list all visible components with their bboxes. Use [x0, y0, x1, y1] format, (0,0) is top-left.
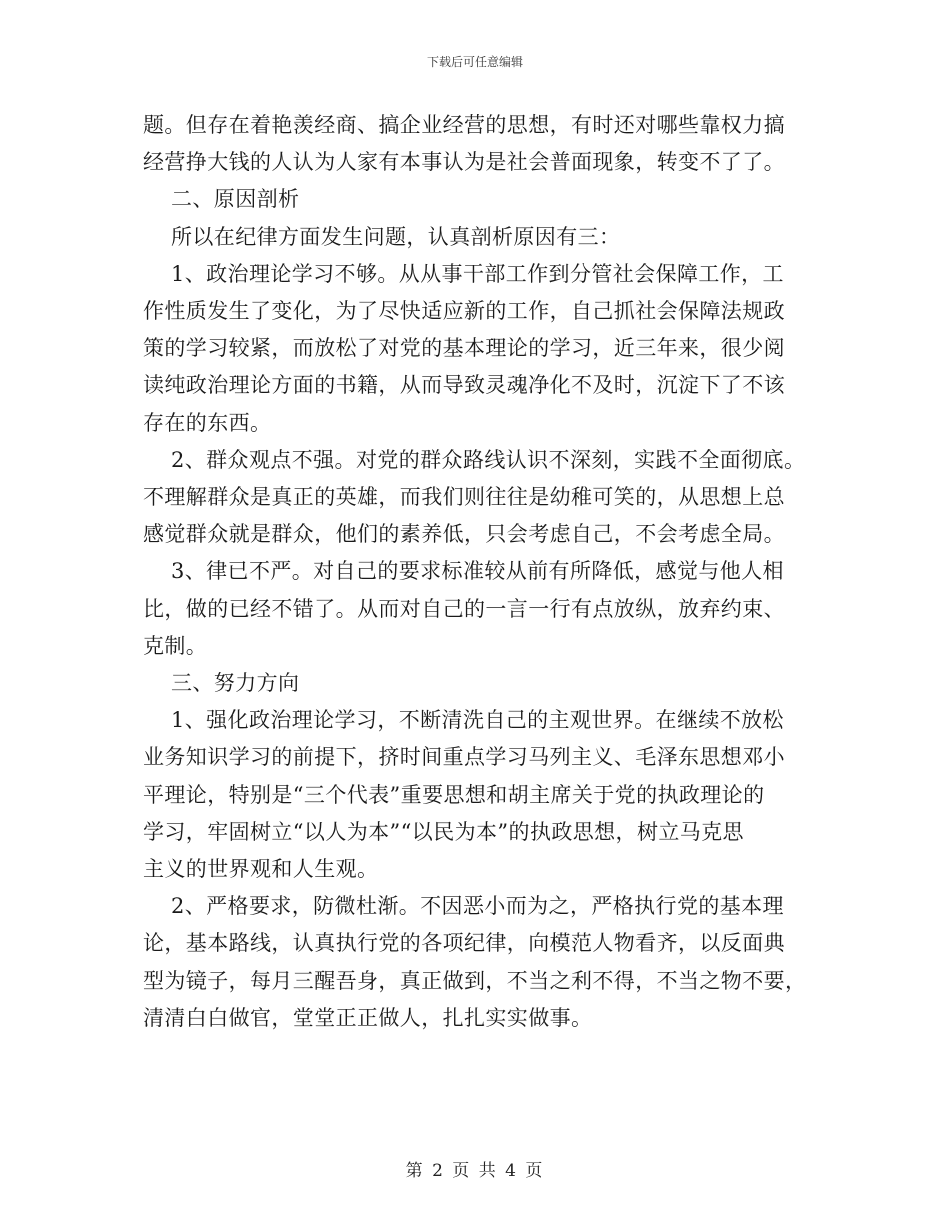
text-line: 平理论，特别是“三个代表”重要思想和胡主席关于党的执政理论的	[143, 782, 765, 807]
text-line: 学习，牢固树立“以人为本”“以民为本”的执政思想，树立马克思	[143, 819, 744, 844]
text-line: 存在的东西。	[143, 410, 272, 435]
text-line: 读纯政治理论方面的书籍，从而导致灵魂净化不及时，沉淀下了不该	[143, 373, 785, 398]
text-line: 2、群众观点不强。对党的群众路线认识不深刻，实践不全面彻底。	[171, 447, 806, 472]
text-line: 1、政治理论学习不够。从从事干部工作到分管社会保障工作，工	[171, 261, 784, 286]
text-line: 2、严格要求，防微杜渐。不因恶小而为之，严格执行党的基本理	[171, 894, 784, 919]
page-header-note: 下载后可任意编辑	[426, 55, 523, 69]
text-line: 清清白白做官，堂堂正正做人，扎扎实实做事。	[143, 1005, 593, 1030]
section-heading: 三、努力方向	[171, 671, 300, 696]
text-line: 论，基本路线，认真执行党的各项纪律，向模范人物看齐，以反面典	[143, 931, 785, 956]
text-line: 经营挣大钱的人认为人家有本事认为是社会普面现象，转变不了了。	[143, 150, 785, 175]
text-line: 不理解群众是真正的英雄，而我们则往往是幼稚可笑的，从思想上总	[143, 485, 785, 510]
text-line: 题。但存在着艳羡经商、搞企业经营的思想，有时还对哪些靠权力搞	[143, 113, 785, 137]
text-line: 所以在纪律方面发生问题，认真剖析原因有三：	[171, 224, 621, 249]
text-line: 比，做的已经不错了。从而对自己的一言一行有点放纵，放弃约束、	[143, 596, 785, 621]
section-heading: 二、原因剖析	[171, 187, 300, 212]
text-line: 3、律已不严。对自己的要求标准较从前有所降低，感觉与他人相	[171, 559, 784, 584]
text-line: 1、强化政治理论学习，不断清洗自己的主观世界。在继续不放松	[171, 708, 784, 733]
text-line: 策的学习较紧，而放松了对党的基本理论的学习，近三年来，很少阅	[143, 336, 785, 361]
text-line: 业务知识学习的前提下，挤时间重点学习马列主义、毛泽东思想邓小	[143, 745, 785, 770]
text-line: 作性质发生了变化，为了尽快适应新的工作，自己抓社会保障法规政	[143, 299, 785, 324]
body-text	[143, 107, 811, 1037]
text-line: 型为镜子，每月三醒吾身，真正做到，不当之利不得，不当之物不要，	[143, 968, 807, 993]
page-number-footer: 第 2 页 共 4 页	[405, 1161, 545, 1181]
text-line: 感觉群众就是群众，他们的素养低，只会考虑自己，不会考虑全局。	[143, 522, 785, 547]
document-body	[143, 107, 811, 1037]
text-line: 克制。	[143, 633, 208, 658]
text-line: 主义的世界观和人生观。	[143, 857, 379, 882]
